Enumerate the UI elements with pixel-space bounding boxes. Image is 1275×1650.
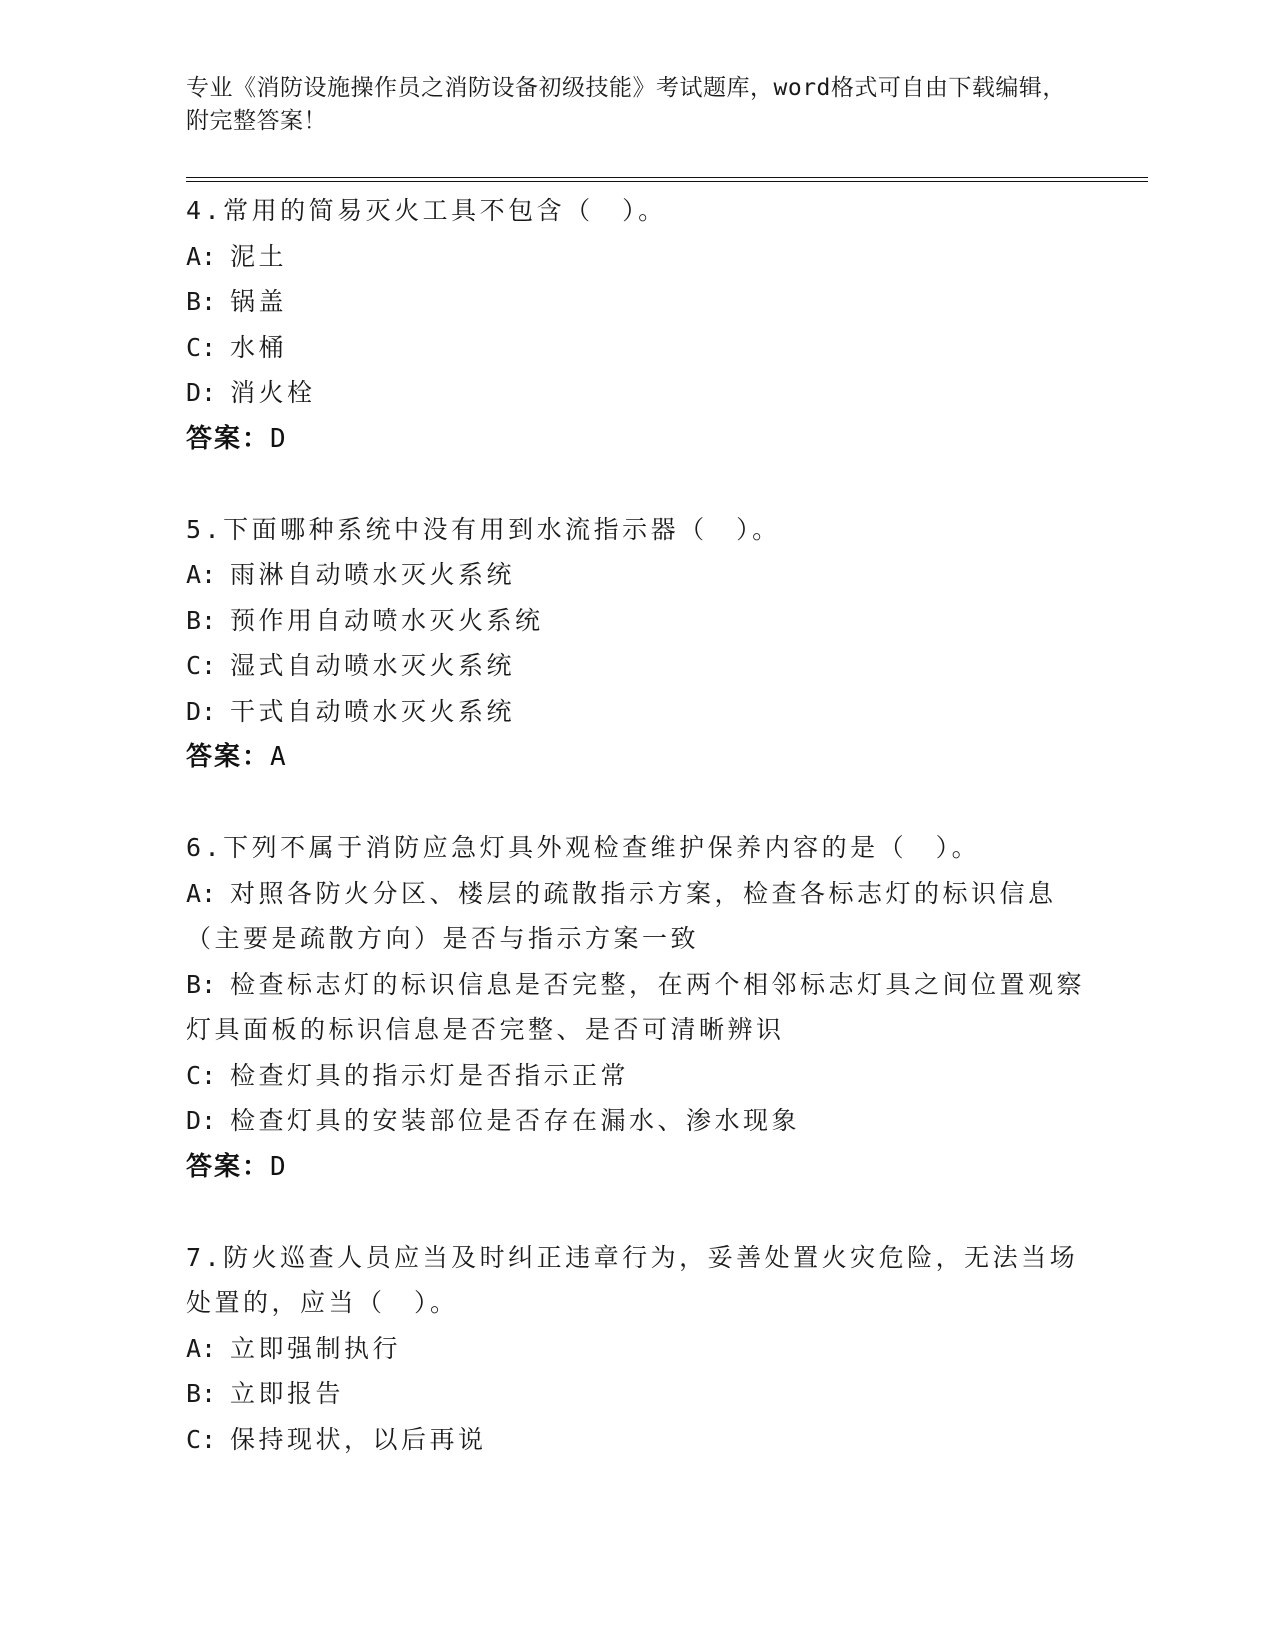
option-text: 消火栓: [230, 378, 316, 407]
option: [186, 1098, 1086, 1144]
answer-line: [186, 734, 1086, 780]
question-stem: 7.防火巡查人员应当及时纠正违章行为，妥善处置火灾危险，无法当场处置的，应当（ ）。: [186, 1242, 1079, 1317]
option-text: 水桶: [230, 332, 288, 362]
option: [186, 871, 1086, 962]
option-letter: C:: [186, 1060, 217, 1090]
answer-label: 答案：: [186, 423, 271, 454]
option: [186, 1326, 1086, 1372]
option-text: 保持现状，以后再说: [230, 1424, 487, 1454]
answer-label: 答案：: [186, 1151, 271, 1182]
option: [186, 962, 1086, 1053]
option: [186, 234, 1086, 280]
header-divider-top: [186, 177, 1148, 178]
question-stem: 6.下列不属于消防应急灯具外观检查维护保养内容的是（ ）。: [186, 833, 981, 862]
answer-value: D: [270, 423, 288, 454]
option: [186, 1417, 1086, 1463]
option: [186, 552, 1086, 598]
answer-value: A: [270, 742, 288, 772]
option-text: 检查标志灯的标识信息是否完整，在两个相邻标志灯具之间位置观察灯具面板的标识信息是否完整、是否可清晰辨识: [186, 969, 1086, 1044]
question-list: [186, 188, 1086, 1507]
option-letter: B:: [186, 1379, 217, 1408]
option-text: 干式自动喷水灭火系统: [230, 696, 516, 726]
answer-line: [186, 416, 1086, 462]
header-divider-bottom: [186, 181, 1148, 182]
option-letter: C:: [186, 1424, 217, 1454]
option-text: 湿式自动喷水灭火系统: [230, 651, 516, 680]
option-text: 锅盖: [230, 287, 288, 316]
option: [186, 1053, 1086, 1099]
option: [186, 325, 1086, 371]
question-item: [186, 1235, 1086, 1463]
option-letter: C:: [186, 651, 217, 680]
option-text: 泥土: [230, 241, 288, 271]
option-letter: B:: [186, 605, 217, 635]
option-text: 立即强制执行: [230, 1333, 402, 1363]
option-text: 预作用自动喷水灭火系统: [230, 605, 544, 635]
question-item: [186, 188, 1086, 462]
option-letter: B:: [186, 287, 217, 316]
option: [186, 689, 1086, 735]
question-item: [186, 507, 1086, 781]
answer-value: D: [270, 1151, 288, 1182]
question-item: [186, 825, 1086, 1190]
document-header: 专业《消防设施操作员之消防设备初级技能》考试题库，word格式可自由下载编辑，附完整答案！: [186, 75, 1066, 134]
option-letter: D:: [186, 696, 217, 726]
question-stem: 5.下面哪种系统中没有用到水流指示器（ ）。: [186, 514, 781, 544]
option: [186, 643, 1086, 689]
option-text: 检查灯具的指示灯是否指示正常: [230, 1060, 630, 1090]
option-letter: C:: [186, 332, 217, 362]
question-stem: 4.常用的简易灭火工具不包含（ ）。: [186, 196, 667, 225]
option-letter: A:: [186, 1333, 217, 1363]
option: [186, 279, 1086, 325]
option-text: 雨淋自动喷水灭火系统: [230, 560, 516, 589]
option-letter: B:: [186, 969, 217, 999]
answer-line: [186, 1144, 1086, 1190]
option-text: 立即报告: [230, 1379, 345, 1408]
answer-label: 答案：: [186, 742, 271, 772]
option-letter: A:: [186, 560, 217, 589]
option-letter: A:: [186, 241, 217, 271]
option-text: 对照各防火分区、楼层的疏散指示方案，检查各标志灯的标识信息（主要是疏散方向）是否与指示方案一致: [186, 878, 1057, 953]
option: [186, 598, 1086, 644]
option-letter: D:: [186, 1106, 217, 1135]
option-letter: A:: [186, 878, 217, 908]
option-text: 检查灯具的安装部位是否存在漏水、渗水现象: [230, 1106, 801, 1135]
option-letter: D:: [186, 378, 217, 407]
option: [186, 370, 1086, 416]
option: [186, 1371, 1086, 1417]
